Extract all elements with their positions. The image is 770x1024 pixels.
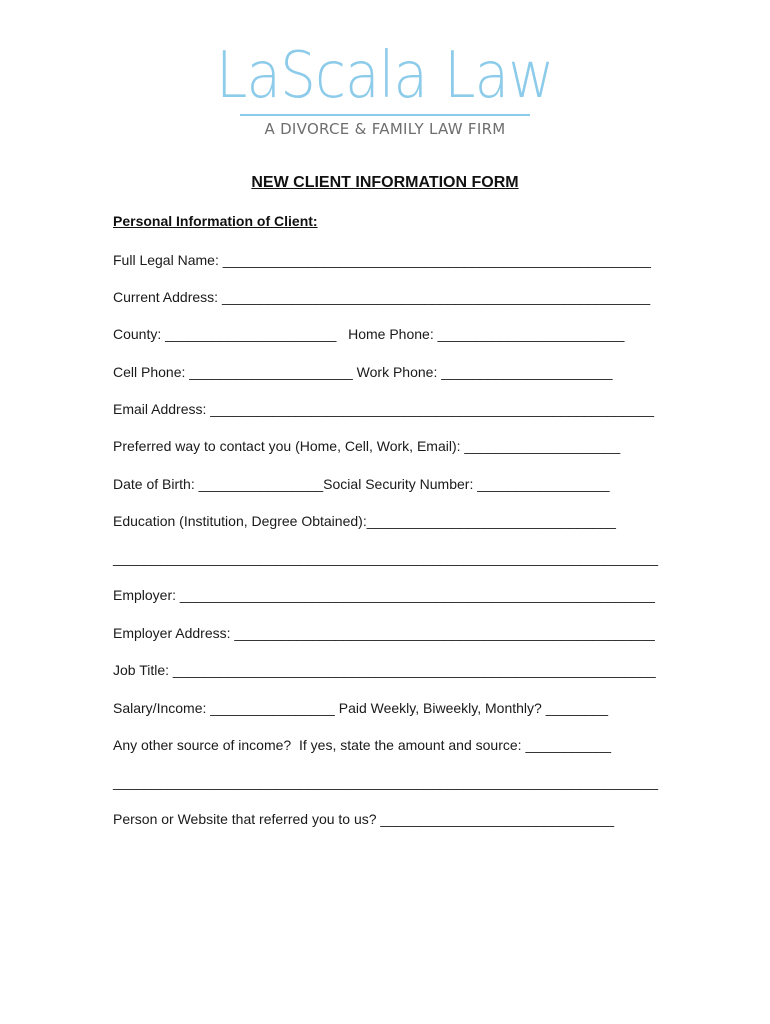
full-legal-name-field[interactable]: Full Legal Name: _______________________________________________________ <box>113 252 651 268</box>
firm-logo <box>0 40 770 138</box>
email-address-field[interactable]: Email Address: _________________________________________________________ <box>113 401 655 417</box>
logo-subtitle: A DIVORCE & FAMILY LAW FIRM <box>264 120 506 138</box>
job-title-field[interactable]: Job Title: ______________________________________________________________ <box>113 662 656 678</box>
other-income-continuation-field[interactable]: ______________________________________________________________________ <box>113 774 659 790</box>
referral-source-field[interactable]: Person or Website that referred you to us? ______________________________ <box>113 811 615 827</box>
dob-ssn-field[interactable]: Date of Birth: ________________Social Security Number: _________________ <box>113 476 610 492</box>
employer-field[interactable]: Employer: _____________________________________________________________ <box>113 587 655 603</box>
form-title: NEW CLIENT INFORMATION FORM <box>251 174 519 191</box>
employer-address-field[interactable]: Employer Address: ______________________________________________________ <box>113 625 655 641</box>
county-home-phone-field[interactable]: County: ______________________ Home Phone: ________________________ <box>113 326 625 342</box>
education-continuation-field[interactable]: ______________________________________________________________________ <box>113 550 659 566</box>
section-heading: Personal Information of Client: <box>113 213 318 229</box>
cell-work-phone-field[interactable]: Cell Phone: _____________________ Work Phone: ______________________ <box>113 364 613 380</box>
current-address-field[interactable]: Current Address: _______________________________________________________ <box>113 289 651 305</box>
salary-income-field[interactable]: Salary/Income: ________________ Paid Weekly, Biweekly, Monthly? ________ <box>113 700 608 716</box>
logo-divider <box>240 114 530 116</box>
preferred-contact-field[interactable]: Preferred way to contact you (Home, Cell, Work, Email): ____________________ <box>113 438 621 454</box>
logo-title: LaScala Law <box>216 39 554 113</box>
education-field[interactable]: Education (Institution, Degree Obtained):________________________________ <box>113 513 616 529</box>
other-income-field[interactable]: Any other source of income? If yes, state the amount and source: ___________ <box>113 737 612 753</box>
